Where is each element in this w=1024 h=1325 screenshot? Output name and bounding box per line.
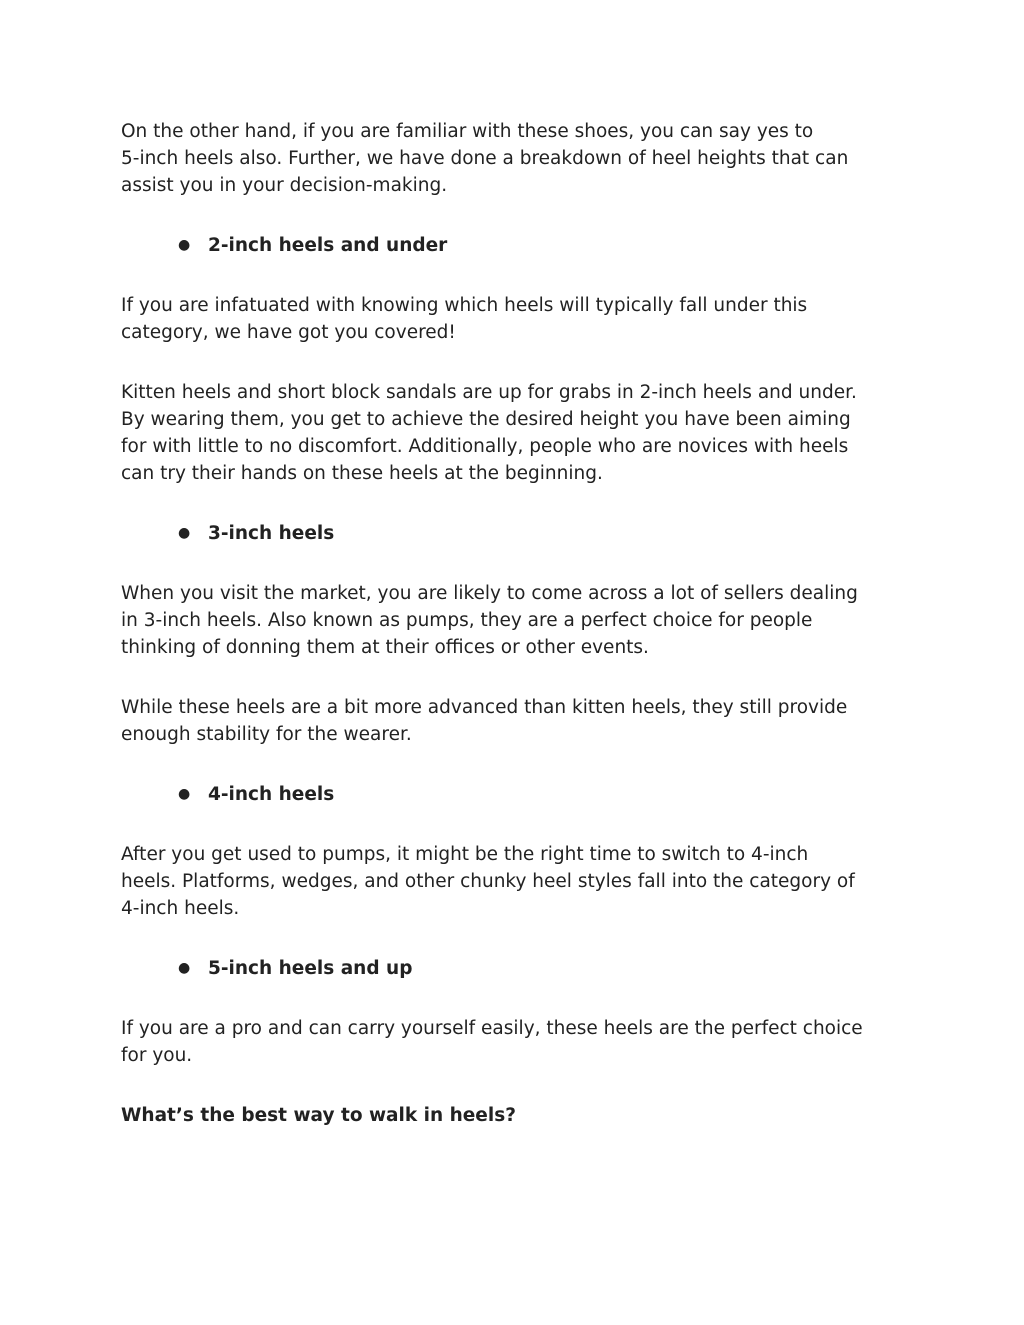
line: can try their hands on these heels at the beginning. <box>121 463 603 484</box>
bullet-dot: ● <box>178 960 191 976</box>
bullet-label: 2-inch heels and under <box>208 235 448 256</box>
line: in 3-inch heels. Also known as pumps, they are a perfect choice for people <box>121 610 813 631</box>
intro-paragraph <box>121 118 911 199</box>
line: for you. <box>121 1045 193 1066</box>
three-inch-paragraph-2 <box>121 694 911 748</box>
line: After you get used to pumps, it might be the right time to switch to 4-inch <box>121 844 809 865</box>
line: If you are a pro and can carry yourself easily, these heels are the perfect choice <box>121 1018 863 1039</box>
intro-line-2: 5-inch heels also. Further, we have done a breakdown of heel heights that can <box>121 148 849 169</box>
line: While these heels are a bit more advanced than kitten heels, they still provide <box>121 697 848 718</box>
line: heels. Platforms, wedges, and other chunky heel styles fall into the category of <box>121 871 855 892</box>
five-inch-paragraph-1 <box>121 1015 911 1069</box>
two-inch-paragraph-1 <box>121 292 911 346</box>
four-inch-paragraph-1 <box>121 841 911 922</box>
two-inch-paragraph-2 <box>121 379 911 487</box>
three-inch-paragraph-1 <box>121 580 911 661</box>
intro-line-1: On the other hand, if you are familiar with these shoes, you can say yes to <box>121 121 814 142</box>
line: Kitten heels and short block sandals are up for grabs in 2-inch heels and under. <box>121 382 857 403</box>
bullet-dot: ● <box>178 237 191 253</box>
bullet-three-inch <box>121 520 911 547</box>
intro-line-3: assist you in your decision-making. <box>121 175 448 196</box>
line: 4-inch heels. <box>121 898 240 919</box>
line: category, we have got you covered! <box>121 322 456 343</box>
bullet-two-inch <box>121 232 911 259</box>
line: thinking of donning them at their offices or other events. <box>121 637 649 658</box>
bullet-five-inch <box>121 955 911 982</box>
bullet-label: 3-inch heels <box>208 523 335 544</box>
document-page <box>121 118 911 1129</box>
bullet-four-inch <box>121 781 911 808</box>
line: If you are infatuated with knowing which heels will typically fall under this <box>121 295 808 316</box>
bullet-dot: ● <box>178 786 191 802</box>
line: When you visit the market, you are likely to come across a lot of sellers dealing <box>121 583 858 604</box>
line: for with little to no discomfort. Additionally, people who are novices with heels <box>121 436 849 457</box>
line: By wearing them, you get to achieve the desired height you have been aiming <box>121 409 851 430</box>
section-heading-walk: What’s the best way to walk in heels? <box>121 1105 516 1126</box>
line: enough stability for the wearer. <box>121 724 412 745</box>
bullet-dot: ● <box>178 525 191 541</box>
bullet-label: 5-inch heels and up <box>208 958 413 979</box>
bullet-label: 4-inch heels <box>208 784 335 805</box>
